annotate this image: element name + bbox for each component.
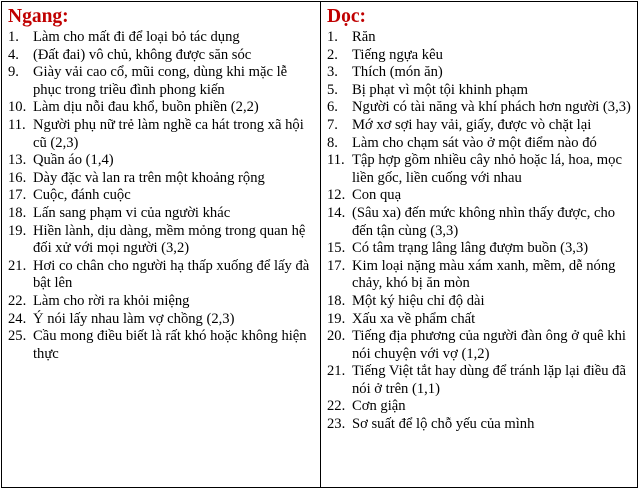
- clue-number: 13.: [8, 152, 27, 169]
- clue-text: Tập hợp gồm nhiều cây nhỏ hoặc lá, hoa, mọc liền gốc, liền cuống với nhau: [352, 152, 622, 186]
- clue-number: 1.: [8, 29, 19, 45]
- across-clue: [8, 311, 316, 329]
- clue-text: Lấn sang phạm vi của người khác: [33, 204, 231, 221]
- clue-number: 11.: [327, 152, 345, 169]
- down-heading: Dọc:: [327, 6, 366, 27]
- clue-number: 3.: [327, 64, 338, 81]
- clue-number: 16.: [8, 169, 27, 186]
- down-clue: [327, 328, 633, 363]
- down-clue: [327, 47, 633, 65]
- across-clue: [8, 187, 316, 205]
- clue-number: 21.: [8, 257, 27, 274]
- down-clue: [327, 117, 633, 135]
- clue-number: 11.: [8, 116, 26, 133]
- clue-text: Tiếng ngựa kêu: [352, 46, 443, 63]
- across-clue: [8, 117, 316, 152]
- crossword-clue-table: [1, 1, 638, 488]
- clue-text: Hơi co chân cho người hạ thấp xuống để lấy đà bật lên: [33, 257, 310, 292]
- clue-number: 24.: [8, 310, 27, 327]
- clue-number: 2.: [327, 46, 338, 63]
- clue-number: 15.: [327, 240, 346, 257]
- clue-text: Làm cho chạm sát vào ở một điểm nào đó: [352, 134, 597, 151]
- clue-text: Xấu xa về phẩm chất: [352, 310, 476, 327]
- down-clue: [327, 398, 633, 416]
- down-clue: [327, 82, 633, 100]
- clue-text: Làm dịu nỗi đau khổ, buồn phiền (2,2): [33, 99, 259, 116]
- clue-text: Sơ suất để lộ chỗ yếu của mình: [352, 416, 535, 433]
- down-clue: [327, 240, 633, 258]
- clue-text: Người phụ nữ trẻ làm nghề ca hát trong xã hội cũ (2,3): [33, 116, 304, 151]
- across-clue: [8, 99, 316, 117]
- clue-text: Răn: [352, 29, 376, 45]
- down-clue: [327, 99, 633, 117]
- down-clue: [327, 29, 633, 47]
- across-clue: [8, 258, 316, 293]
- clue-number: 18.: [327, 292, 346, 309]
- clue-text: Làm cho mất đi để loại bỏ tác dụng: [33, 29, 240, 45]
- clue-text: Tiếng địa phương của người đàn ông ở quê khi nói chuyện với vợ (1,2): [352, 328, 626, 362]
- down-clue-list: [327, 29, 633, 434]
- across-clue: [8, 47, 316, 65]
- down-clue: [327, 363, 633, 398]
- clue-text: Ý nói lấy nhau làm vợ chồng (2,3): [33, 310, 235, 327]
- clue-text: Quần áo (1,4): [33, 152, 114, 169]
- clue-number: 9.: [8, 64, 19, 81]
- clue-text: Dày đặc và lan ra trên một khoảng rộng: [33, 169, 265, 186]
- clue-number: 22.: [8, 292, 27, 309]
- clue-number: 14.: [327, 204, 346, 221]
- clue-text: (Đất đai) vô chủ, không được săn sóc: [33, 46, 252, 63]
- clue-number: 25.: [8, 328, 27, 345]
- across-clue: [8, 223, 316, 258]
- across-clue: [8, 64, 316, 99]
- clue-text: Làm cho rời ra khỏi miệng: [33, 292, 190, 309]
- down-clue: [327, 416, 633, 434]
- across-clue-list: [8, 29, 316, 363]
- down-clue: [327, 258, 633, 293]
- across-clue: [8, 205, 316, 223]
- clue-number: 1.: [327, 29, 338, 45]
- clue-text: Thích (món ăn): [352, 64, 443, 81]
- clue-text: Người có tài năng và khí phách hơn người (3,3): [352, 99, 631, 116]
- down-clue: [327, 187, 633, 205]
- clue-text: Một ký hiệu chỉ độ dài: [352, 292, 485, 309]
- down-clue: [327, 152, 633, 187]
- clue-text: Hiền lành, dịu dàng, mềm mỏng trong quan hệ đối xử với mọi người (3,2): [33, 222, 306, 257]
- clue-text: Cầu mong điều biết là rất khó hoặc không hiện thực: [33, 328, 307, 362]
- across-clue: [8, 29, 316, 47]
- clue-number: 4.: [8, 46, 19, 63]
- clue-number: 8.: [327, 134, 338, 151]
- clue-text: Cơn giận: [352, 398, 406, 415]
- across-column: [2, 2, 321, 487]
- clue-number: 19.: [8, 222, 27, 239]
- clue-text: Bị phạt vì một tội khinh phạm: [352, 81, 528, 98]
- clue-number: 22.: [327, 398, 346, 415]
- clue-number: 23.: [327, 416, 346, 433]
- clue-number: 18.: [8, 204, 27, 221]
- clue-number: 10.: [8, 99, 27, 116]
- down-clue: [327, 311, 633, 329]
- clue-number: 5.: [327, 81, 338, 98]
- across-clue: [8, 170, 316, 188]
- clue-number: 20.: [327, 328, 346, 345]
- clue-text: Con quạ: [352, 187, 402, 204]
- clue-text: (Sâu xa) đến mức không nhìn thấy được, cho đến tận cùng (3,3): [352, 204, 616, 239]
- clue-text: Giày vải cao cổ, mũi cong, dùng khi mặc lễ phục trong triều đình phong kiến: [33, 64, 288, 98]
- clue-text: Tiếng Việt tắt hay dùng để tránh lặp lại điều đã nói ở trên (1,1): [352, 363, 626, 397]
- clue-text: Cuộc, đánh cuộc: [33, 187, 131, 204]
- clue-number: 17.: [327, 257, 346, 274]
- clue-number: 6.: [327, 99, 338, 116]
- down-clue: [327, 64, 633, 82]
- across-heading: Ngang:: [8, 6, 69, 27]
- clue-number: 17.: [8, 187, 27, 204]
- across-clue: [8, 293, 316, 311]
- clue-text: Kim loại nặng màu xám xanh, mềm, dễ nóng chảy, khó bị ăn mòn: [352, 257, 616, 292]
- down-clue: [327, 293, 633, 311]
- clue-text: Mớ xơ sợi hay vải, giấy, được vò chặt lại: [352, 116, 592, 133]
- down-column: [321, 2, 637, 487]
- clue-number: 12.: [327, 187, 346, 204]
- down-clue: [327, 135, 633, 153]
- across-clue: [8, 328, 316, 363]
- across-clue: [8, 152, 316, 170]
- down-clue: [327, 205, 633, 240]
- clue-text: Có tâm trạng lâng lâng đượm buồn (3,3): [352, 240, 589, 257]
- clue-number: 21.: [327, 363, 346, 380]
- clue-number: 19.: [327, 310, 346, 327]
- clue-number: 7.: [327, 116, 338, 133]
